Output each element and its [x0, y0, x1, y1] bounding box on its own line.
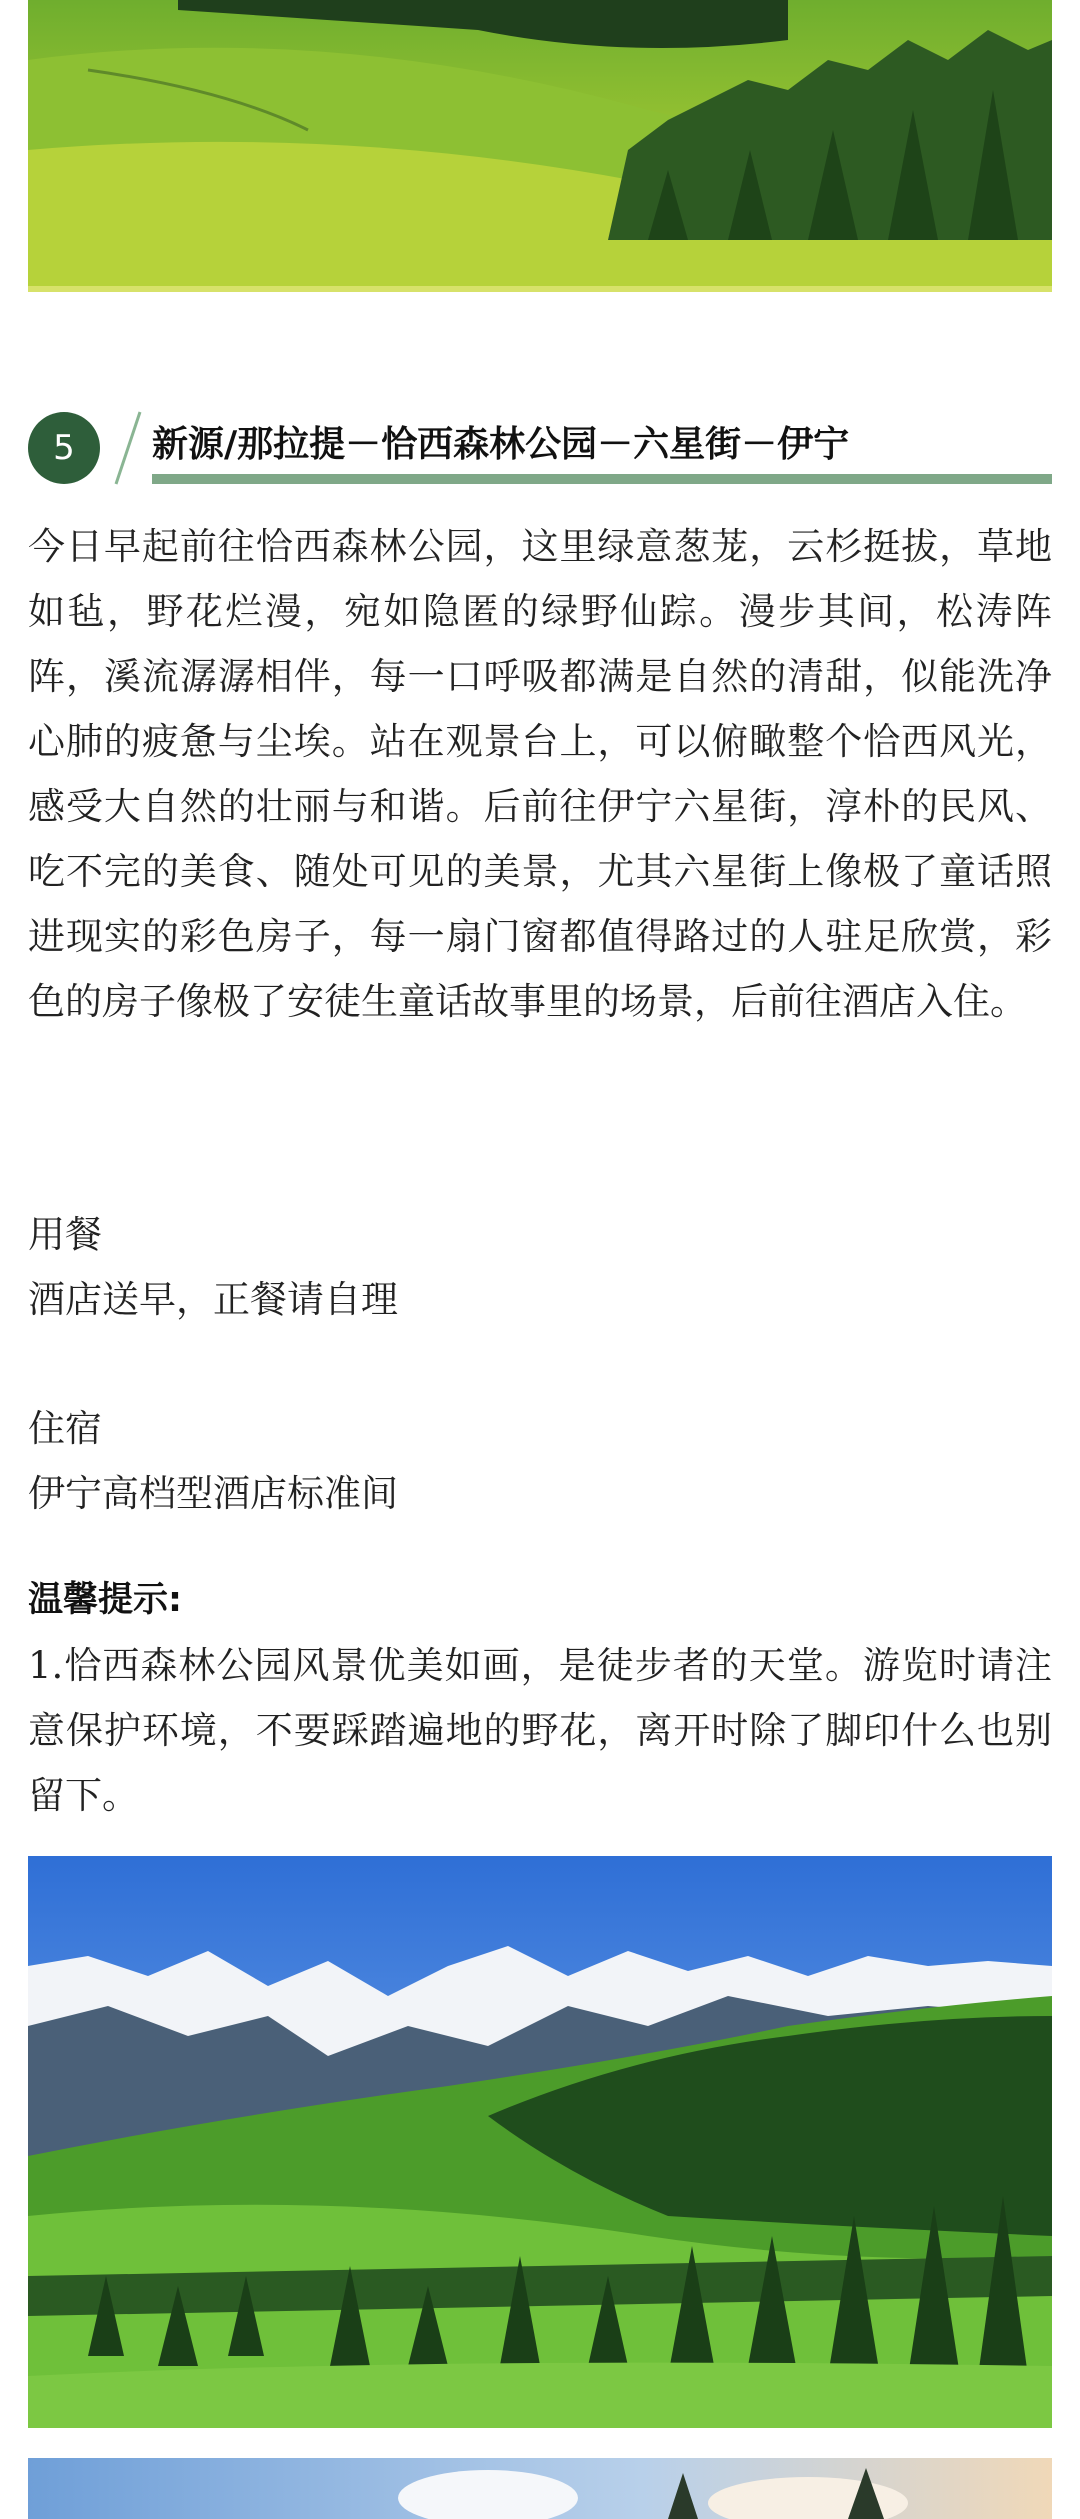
meals-value: 酒店送早，正餐请自理 — [28, 1278, 398, 1321]
partial-landscape-photo — [28, 2458, 1052, 2519]
lodging-label: 住宿 — [28, 1407, 102, 1450]
day-description: 今日早起前往恰西森林公园，这里绿意葱茏，云杉挺拔，草地如毡，野花烂漫，宛如隐匿的绿野仙踪。漫步其间，松涛阵阵，溪流潺潺相伴，每一口呼吸都满是自然的清甜，似能洗净心肺的疲惫与尘埃。站在观景台上，可以俯瞰整个恰西风光，感受大自然的壮丽与和谐。后前往伊宁六星街，淳朴的民风、吃不完的美食、随处可见的美景，尤其六星街上像极了童话照进现实的彩色房子，每一扇门窗都值得路过的人驻足欣赏，彩色的房子像极了安徒生童话故事里的场景，后前往酒店入住。 — [28, 525, 1052, 1023]
day-header — [28, 408, 1052, 492]
meals-label: 用餐 — [28, 1213, 102, 1256]
snow-mountain-meadow-photo — [28, 1856, 1052, 2428]
lodging-value: 伊宁高档型酒店标准间 — [28, 1472, 398, 1515]
slash-divider-icon — [110, 408, 144, 488]
day-title: 新源/那拉提－恰西森林公园－六星街－伊宁 — [152, 424, 850, 465]
day-number-badge: 5 — [28, 412, 100, 484]
tips-title: 温馨提示: — [28, 1580, 182, 1620]
title-underline — [152, 474, 1052, 484]
meadow-forest-photo — [28, 0, 1052, 292]
tip-item: 1.恰西森林公园风景优美如画，是徒步者的天堂。游览时请注意保护环境，不要踩踏遍地的野花，离开时除了脚印什么也别留下。 — [28, 1644, 1052, 1817]
